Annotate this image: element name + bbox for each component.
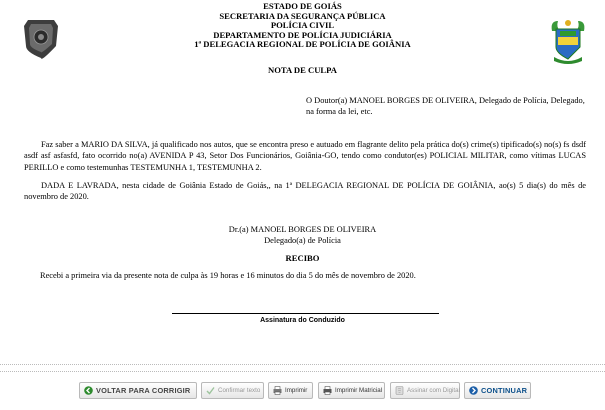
document-header	[0, 2, 605, 50]
header-line-policia: POLÍCIA CIVIL	[270, 20, 335, 31]
imprimir-matricial-button[interactable]	[318, 382, 385, 399]
printer-icon	[273, 386, 282, 395]
header-line-state: ESTADO DE GOIÁS	[263, 1, 342, 11]
signature-line	[172, 313, 439, 314]
voltar-para-corrigir-button[interactable]	[79, 382, 197, 399]
assinar-label: Assinar com Digital	[407, 387, 460, 394]
continuar-button[interactable]	[464, 382, 531, 399]
assinar-com-digital-button[interactable]	[390, 382, 460, 399]
voltar-label: VOLTAR PARA CORRIGIR	[96, 386, 191, 395]
signature-role: Delegado(a) de Polícia	[264, 236, 341, 246]
header-line-delegacia: 1ª DELEGACIA REGIONAL DE POLÍCIA DE GOIÂNIA	[194, 39, 411, 50]
main-paragraph: Faz saber a MARIO DA SILVA, já qualificado nos autos, que se encontra preso e autuado em flagrante delito pela prática do(s) crime(s) tipificado(s) no(s) fs dsdf asdf asf asfasfd, fato ocorrido no(a) AVENIDA P 43, Setor Dos Funcionários, Goiânia-GO, tendo como condutor(es) POLICIAL MILITAR, como vítimas LUCAS PERILLO e como testemunhas TESTEMUNHA 1, TESTEMUNHA 2.	[24, 140, 586, 172]
confirmar-label: Confirmar texto	[218, 387, 261, 394]
header-line-departamento: DEPARTAMENTO DE POLÍCIA JUDICIÁRIA	[213, 29, 392, 40]
check-icon	[206, 386, 215, 395]
imprimir-matricial-label: Imprimir Matricial	[335, 387, 383, 394]
back-arrow-icon	[84, 386, 93, 395]
delegado-signature-block	[200, 224, 405, 247]
signature-label: Assinatura do Conduzido	[260, 317, 345, 324]
continuar-label: CONTINUAR	[481, 386, 528, 395]
header-line-secretaria: SECRETARIA DA SEGURANÇA PÚBLICA	[219, 10, 386, 21]
goias-coat-of-arms-icon	[548, 17, 588, 65]
recibo-text: Recebi a primeira via da presente nota de culpa às 19 horas e 16 minutos do dia 5 do mês de novembro de 2020.	[40, 271, 416, 280]
matrix-printer-icon	[323, 386, 332, 395]
signature-name: Dr.(a) MANOEL BORGES DE OLIVEIRA	[228, 225, 377, 234]
confirmar-texto-button[interactable]	[201, 382, 264, 399]
fingerprint-icon	[395, 386, 404, 395]
dada-e-lavrada-paragraph: DADA E LAVRADA, nesta cidade de Goiânia Estado de Goiás,, na 1ª DELEGACIA REGIONAL DE POLÍCIA DE GOIÂNIA, ao(s) 5 dia(s) do mês de novembro de 2020.	[24, 181, 586, 202]
intro-paragraph: O Doutor(a) MANOEL BORGES DE OLIVEIRA, Delegado de Polícia, Delegado, na forma da lei, etc.	[306, 96, 585, 117]
recibo-title: RECIBO	[285, 253, 320, 263]
action-toolbar	[0, 382, 605, 402]
forward-arrow-icon	[469, 386, 478, 395]
imprimir-button[interactable]	[268, 382, 313, 399]
document-title: NOTA DE CULPA	[268, 65, 337, 75]
divider	[0, 364, 605, 372]
imprimir-label: Imprimir	[285, 387, 308, 394]
